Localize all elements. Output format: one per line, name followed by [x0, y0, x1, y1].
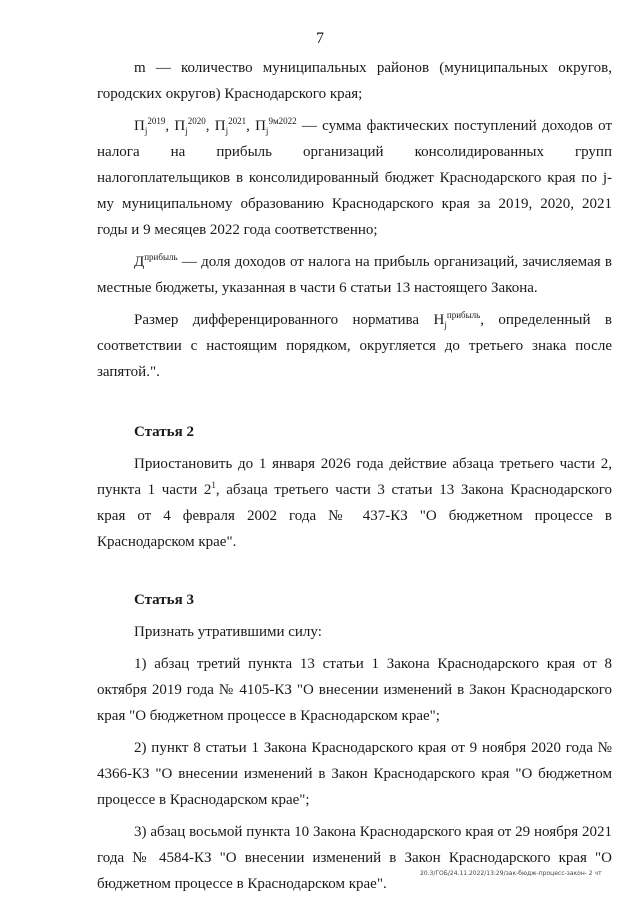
- d-definition-text: — доля доходов от налога на прибыль организаций, зачисляемая в местные бюджеты, указанная в части 6 статьи 13 настоящего Закона.: [97, 254, 612, 296]
- p-definition: $П_j^{2019}$, $П_j^{2020}$, $П_j^{2021}$, $П_j^{9м2022}$ — сумма фактических поступлений доходов от налога на прибыль организаций консолидированных групп налогоплательщиков в консолидированный бюджет Краснодарского края по j-му муниципальному образованию Краснодарского края за 2019, 2020, 2021 годы и 9 месяцев 2022 года соответственно;: [97, 116, 613, 238]
- m-definition: m — количество муниципальных районов (муниципальных округов, городских округов) Краснодарского края;: [97, 60, 612, 102]
- p-symbol-9m2022: $П_j^{9м2022}$: [255, 116, 297, 136]
- p-symbol-2021: $П_j^{2021}$: [214, 116, 247, 136]
- page-content: [97, 55, 612, 897]
- article-3-item-1: 1) абзац третий пункта 13 статьи 1 Закона Краснодарского края от 8 октября 2019 года № 4105-КЗ "О внесении изменений в Закон Краснодарского края "О бюджетном процессе в Краснодарском крае";: [97, 656, 612, 724]
- article-2-text: Приостановить до 1 января 2026 года действие абзаца третьего части 2, пункта 1 части $2^1$, абзаца третьего части 3 статьи 13 Закона Краснодарского края от 4 февраля 2002 года № 437-КЗ "О бюджетном процессе в Краснодарском крае".: [97, 456, 613, 550]
- article-3-item-3: 3) абзац восьмой пункта 10 Закона Краснодарского края от 29 ноября 2021 года № 4584-КЗ "О внесении изменений в Закон Краснодарского края "О бюджетном процессе в Краснодарском крае".: [97, 824, 612, 892]
- article-2-heading: Статья 2: [134, 424, 194, 440]
- d-symbol: $Д^{прибыль}$: [134, 252, 178, 270]
- footer-doc-code: 20.3/ГОБ/24.11.2022/13:29/зак-бюдж-процесс-закон- 2 чт: [420, 870, 602, 877]
- article-3-heading: Статья 3: [134, 592, 194, 608]
- norm-size-paragraph: Размер дифференцированного норматива $Н_j^{прибыль}$, определенный в соответствии с настоящим порядком, округляется до третьего знака после запятой.".: [97, 310, 612, 380]
- article-3-item-2: 2) пункт 8 статьи 1 Закона Краснодарского края от 9 ноября 2020 года № 4366-КЗ "О внесении изменений в Закон Краснодарского края "О бюджетном процессе в Краснодарском крае";: [97, 740, 612, 808]
- article-3-intro: Признать утратившими силу:: [134, 624, 322, 640]
- page-number: 7: [316, 30, 324, 47]
- h-symbol: $Н_j^{прибыль}$: [433, 310, 481, 330]
- d-definition: [97, 249, 612, 301]
- p-symbol-2020: $П_j^{2020}$: [174, 116, 206, 136]
- p-symbol-2019: $П_j^{2019}$: [134, 116, 166, 136]
- p-definition-text: — сумма фактических поступлений доходов от налога на прибыль организаций консолидированных групп налогоплательщиков в консолидированный бюджет Краснодарского края по j-му муниципальному образованию Краснодарского края за 2019, 2020, 2021 годы и 9 месяцев 2022 года соответственно;: [97, 118, 613, 238]
